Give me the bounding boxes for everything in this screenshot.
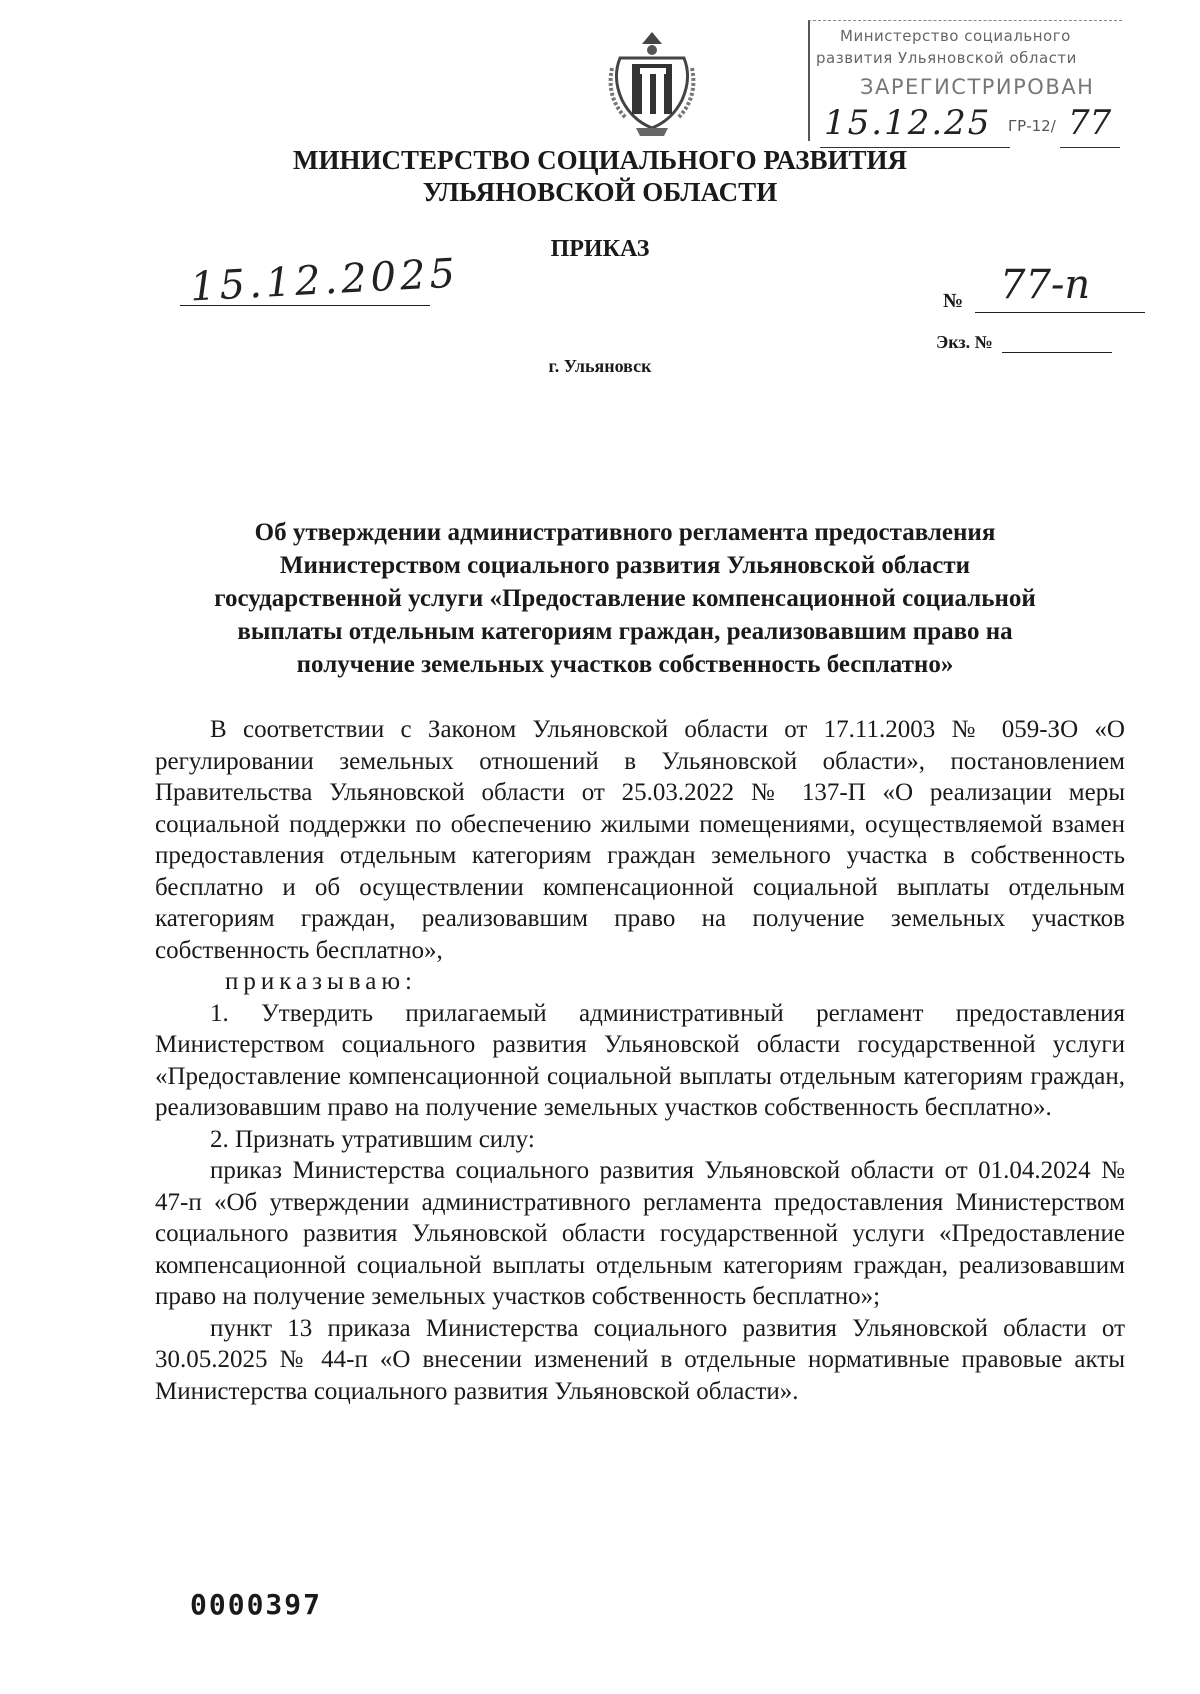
- city: г. Ульяновск: [548, 356, 652, 376]
- order-subject: [150, 516, 1100, 681]
- preamble-paragraph: В соответствии с Законом Ульяновской области от 17.11.2003 № 059-ЗО «О регулировании земельных отношений в Ульяновской области», постановлением Правительства Ульяновской области от 25.03.2022 № 137-П «О реализации меры социальной поддержки по обеспечению жилыми помещениями, осуществляемой взамен предоставления отдельным категориям граждан земельного участка в собственность бесплатно и об осуществлении компенсационной социальной выплаты отдельным категориям граждан, реализовавшим право на получение земельных участков собственность бесплатно»,: [155, 716, 1125, 964]
- date-underline: [180, 305, 430, 306]
- subject-line-2: Министерством социального развития Ульяновской области: [279, 552, 971, 579]
- stamp-date: 15.12.25: [824, 103, 992, 143]
- ministry-title-line-2: УЛЬЯНОВСКОЙ ОБЛАСТИ: [422, 177, 778, 207]
- item-2-paragraph: 2. Признать утратившим силу:: [210, 1125, 535, 1153]
- stamp-number: 77: [1068, 103, 1112, 143]
- item-2b-paragraph: пункт 13 приказа Министерства социального развития Ульяновской области от 30.05.2025 № 44-п «О внесении изменений в отдельные нормативные правовые акты Министерства социального развития Ульяновской области».: [155, 1314, 1125, 1405]
- subject-line-4: выплаты отдельным категориям граждан, реализовавшим право на: [237, 618, 1013, 645]
- stamp-line-1: Министерство социального: [840, 27, 1071, 45]
- handwritten-date: 15.12.2025: [188, 250, 461, 311]
- registration-stamp: [808, 20, 1122, 141]
- number-underline: [975, 312, 1145, 313]
- document-type: ПРИКАЗ: [550, 236, 650, 262]
- subject-line-5: получение земельных участков собственность бесплатно»: [296, 651, 954, 678]
- stamp-status: ЗАРЕГИСТРИРОВАН: [860, 75, 1095, 99]
- subject-line-1: Об утверждении административного регламента предоставления: [254, 519, 996, 546]
- number-label: №: [943, 290, 964, 312]
- document-serial-number: 0000397: [190, 1588, 323, 1621]
- item-2a-paragraph: приказ Министерства социального развития Ульяновской области от 01.04.2024 № 47-п «Об утверждении административного регламента предоставления Министерством социального развития Ульяновской области государственной услуги «Предоставление компенсационной социальной выплаты отдельным категориям граждан, реализовавшим право на получение земельных участков собственность бесплатно»;: [155, 1157, 1125, 1310]
- stamp-line-2: развития Ульяновской области: [816, 49, 1077, 67]
- handwritten-number: 77-п: [1000, 262, 1091, 308]
- ministry-title: [0, 144, 1200, 208]
- item-1-paragraph: 1. Утвердить прилагаемый административный регламент предоставления Министерством социального развития Ульяновской области государственной услуги «Предоставление компенсационной социальной выплаты отдельным категориям граждан, реализовавшим право на получение земельных участков собственность бесплатно».: [155, 999, 1125, 1121]
- copy-number-label: Экз. №: [936, 332, 993, 352]
- subject-line-3: государственной услуги «Предоставление компенсационной социальной: [214, 585, 1036, 612]
- copy-number-underline: [1002, 352, 1112, 353]
- coat-of-arms-icon: [606, 28, 698, 140]
- stamp-group: ГР-12/: [1008, 117, 1056, 135]
- order-body: [155, 714, 1125, 1407]
- ministry-title-line-1: МИНИСТЕРСТВО СОЦИАЛЬНОГО РАЗВИТИЯ: [293, 145, 907, 175]
- order-word: приказываю:: [225, 968, 417, 995]
